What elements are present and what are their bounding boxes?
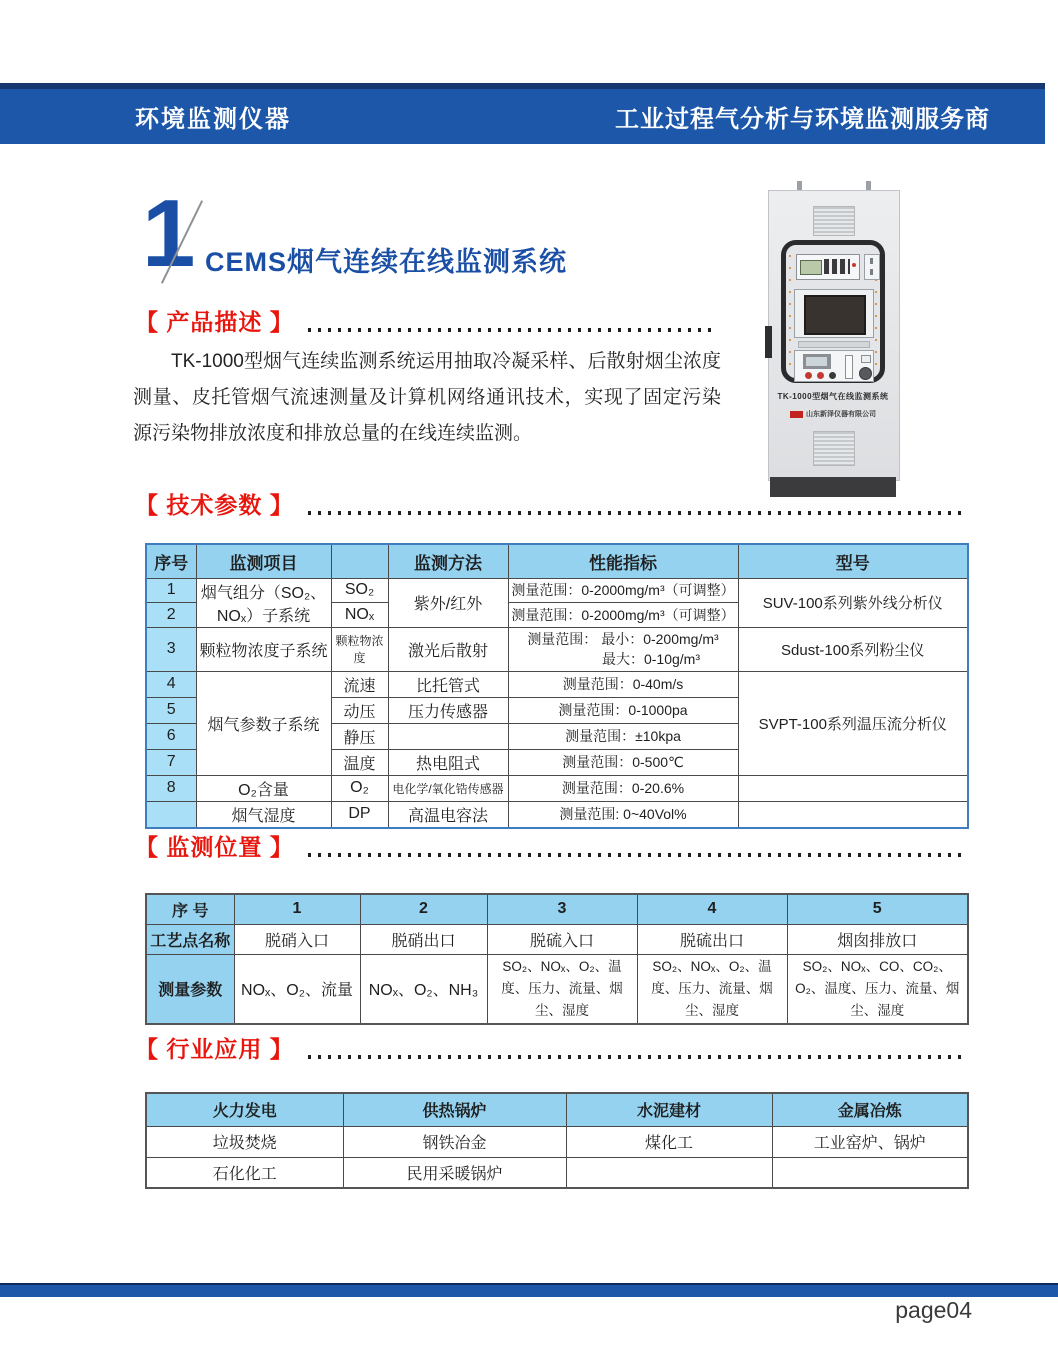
section-heading-label: 【 技术参数 】 (135, 492, 294, 518)
control-button-dark (829, 372, 836, 379)
table-cell: DP (331, 801, 388, 828)
table-cell: Sdust-100系列粉尘仪 (738, 627, 968, 671)
table-cell: 测量范围：0-500℃ (508, 749, 738, 775)
table-cell: 测量范围：0-20.6% (508, 775, 738, 801)
table-cell: 石化化工 (146, 1157, 343, 1188)
cabinet-control-panel (794, 350, 874, 382)
table-row (146, 627, 968, 671)
tech-params-table (145, 543, 969, 829)
cabinet-top-vent (813, 206, 855, 236)
table-row (146, 924, 968, 954)
table-cell: O₂ (331, 775, 388, 801)
table-cell: 颗粒物浓度子系统 (196, 627, 331, 671)
table-cell (772, 1157, 968, 1188)
cabinet-screen-panel (794, 289, 874, 338)
table-cell: 水泥建材 (566, 1093, 772, 1126)
table-cell: 7 (146, 749, 196, 775)
table-cell: 序 号 (146, 894, 234, 924)
dotted-rule (308, 853, 967, 857)
table-row (146, 1157, 968, 1188)
cabinet-model-label: TK-1000型烟气在线监测系统 (777, 392, 889, 401)
table-cell: 金属冶炼 (772, 1093, 968, 1126)
panel-slot (870, 269, 873, 275)
footer-bar (0, 1283, 1058, 1297)
table-cell: 测量范围: 0~40Vol% (508, 801, 738, 828)
table-cell: 热电阻式 (388, 749, 508, 775)
table-cell: 3 (487, 894, 637, 924)
cabinet-brand-row (768, 409, 898, 419)
table-cell: SO₂ (331, 578, 388, 603)
cabinet-screen (804, 295, 866, 335)
table-cell: 比托管式 (388, 671, 508, 697)
table-cell (566, 1157, 772, 1188)
table-header-row (146, 894, 968, 924)
table-cell: 测量范围：±10kpa (508, 723, 738, 749)
table-cell: 2 (146, 603, 196, 628)
table-cell: 紫外/红外 (388, 578, 508, 627)
tech-header-method: 监测方法 (388, 544, 508, 578)
table-cell: 高温电容法 (388, 801, 508, 828)
table-row (146, 671, 968, 697)
monitor-positions-table (145, 893, 969, 1025)
table-cell: 动压 (331, 697, 388, 723)
table-cell: 烟囱排放口 (787, 924, 968, 954)
table-cell: 脱硫入口 (487, 924, 637, 954)
table-cell: 电化学/氧化锆传感器 (388, 775, 508, 801)
index-column-stub (147, 807, 196, 819)
banner-left-title: 环境监测仪器 (135, 106, 291, 133)
tech-header-model: 型号 (738, 544, 968, 578)
table-cell: 5 (146, 697, 196, 723)
table-cell: 烟气参数子系统 (196, 671, 331, 775)
table-cell: NOₓ、O₂、流量 (234, 954, 360, 1024)
tech-header-item: 监测项目 (196, 544, 331, 578)
table-cell: 4 (637, 894, 787, 924)
table-cell: O₂含量 (196, 775, 331, 801)
banner-right-title: 工业过程气分析与环境监测服务商 (615, 106, 990, 133)
product-description-text: TK-1000型烟气连续监测系统运用抽取冷凝采样、后散射烟尘浓度测量、皮托管烟气流速测量及计算机网络通讯技术，实现了固定污染源污染物排放浓度和排放总量的在线连续监测。 (133, 351, 721, 444)
table-cell: 脱硝入口 (234, 924, 360, 954)
control-knob (859, 367, 872, 380)
table-header-row (146, 544, 968, 578)
table-cell: SVPT-100系列温压流分析仪 (738, 671, 968, 775)
table-cell: 测量范围：0-40m/s (508, 671, 738, 697)
analyzer-indicator (852, 263, 856, 267)
table-cell (388, 723, 508, 749)
control-toggle (861, 355, 871, 363)
analyzer-lcd (800, 260, 822, 275)
table-cell: 脱硝出口 (360, 924, 487, 954)
table-cell: 民用采暖锅炉 (343, 1157, 566, 1188)
dotted-rule (308, 511, 967, 515)
table-row (146, 1126, 968, 1157)
analyzer-keypad (824, 259, 850, 274)
control-button-red (805, 372, 812, 379)
control-lcd (803, 354, 831, 369)
table-cell: 2 (360, 894, 487, 924)
table-cell: 温度 (331, 749, 388, 775)
dotted-rule (308, 1055, 967, 1059)
table-cell: 煤化工 (566, 1126, 772, 1157)
table-cell: 流速 (331, 671, 388, 697)
table-cell: 4 (146, 671, 196, 697)
table-cell: 6 (146, 723, 196, 749)
table-cell: SO₂、NOₓ、O₂、温度、压力、流量、烟尘、湿度 (487, 954, 637, 1024)
table-cell: SO₂、NOₓ、O₂、温度、压力、流量、烟尘、湿度 (637, 954, 787, 1024)
perf-line-1: 测量范围： 最小：0-200mg/m³ (527, 631, 719, 647)
table-cell (508, 627, 738, 671)
section-heading-label: 【 行业应用 】 (135, 1036, 294, 1062)
cabinet-blank-panel (864, 254, 880, 280)
table-cell: 测量参数 (146, 954, 234, 1024)
company-logo (790, 411, 803, 418)
table-cell: 供热锅炉 (343, 1093, 566, 1126)
top-banner (0, 83, 1045, 144)
section-number: 1 (142, 180, 196, 287)
table-cell (738, 801, 968, 828)
table-cell: 火力发电 (146, 1093, 343, 1126)
tech-header-perf: 性能指标 (508, 544, 738, 578)
control-button-red (817, 372, 824, 379)
table-header-row (146, 1093, 968, 1126)
table-cell: 钢铁冶金 (343, 1126, 566, 1157)
flow-meter-tube (845, 355, 853, 379)
section-heading-label: 【 监测位置 】 (135, 834, 294, 860)
table-cell: 工艺点名称 (146, 924, 234, 954)
section-heading-industry-app (135, 1031, 967, 1064)
cabinet-window (781, 240, 885, 383)
table-cell: 颗粒物浓度 (331, 627, 388, 671)
table-cell: NOₓ (331, 603, 388, 628)
tech-header-no: 序号 (146, 544, 196, 578)
section-heading-label: 【 产品描述 】 (135, 309, 294, 335)
dotted-rule (308, 328, 713, 332)
table-cell: 测量范围：0-2000mg/m³（可调整） (508, 578, 738, 603)
section-heading-tech-params (135, 487, 967, 520)
table-row (146, 801, 968, 828)
table-cell: 1 (146, 578, 196, 603)
table-cell: NOₓ、O₂、NH₃ (360, 954, 487, 1024)
page-title: CEMS烟气连续在线监测系统 (205, 247, 568, 277)
table-cell: 5 (787, 894, 968, 924)
table-cell: SUV-100系列紫外线分析仪 (738, 578, 968, 627)
section-heading-monitor-pos (135, 829, 967, 862)
table-cell: 工业窑炉、锅炉 (772, 1126, 968, 1157)
industry-applications-table (145, 1092, 969, 1189)
cabinet-vent-strip (798, 341, 870, 348)
table-cell: 测量范围：0-2000mg/m³（可调整） (508, 603, 738, 628)
table-cell: 烟气湿度 (196, 801, 331, 828)
company-name: 山东新泽仪器有限公司 (806, 411, 876, 418)
table-row (146, 578, 968, 603)
cabinet-analyzer-unit (796, 254, 860, 280)
table-cell: SO₂、NOₓ、CO、CO₂、O₂、温度、压力、流量、烟尘、湿度 (787, 954, 968, 1024)
cabinet-bottom-vent (813, 431, 855, 466)
table-cell: 测量范围：0-1000pa (508, 697, 738, 723)
table-cell: 激光后散射 (388, 627, 508, 671)
table-row (146, 954, 968, 1024)
table-cell: 3 (146, 627, 196, 671)
table-cell: 8 (146, 775, 196, 801)
panel-slot (870, 258, 873, 264)
table-cell: 静压 (331, 723, 388, 749)
table-cell (738, 775, 968, 801)
control-lcd-screen (806, 357, 827, 366)
table-cell: 烟气组分（SO₂、NOₓ）子系统 (196, 578, 331, 627)
table-cell: 脱硫出口 (637, 924, 787, 954)
table-cell: 1 (234, 894, 360, 924)
section-heading-product-desc (135, 304, 713, 337)
cabinet-door-handle (765, 326, 772, 358)
table-cell: 压力传感器 (388, 697, 508, 723)
perf-line-2: 最大：0-10g/m³ (601, 651, 701, 667)
table-cell: 垃圾焚烧 (146, 1126, 343, 1157)
page-number: page04 (895, 1297, 972, 1323)
table-row (146, 775, 968, 801)
tech-header-sub (331, 544, 388, 578)
cabinet-screw-column (789, 255, 791, 368)
